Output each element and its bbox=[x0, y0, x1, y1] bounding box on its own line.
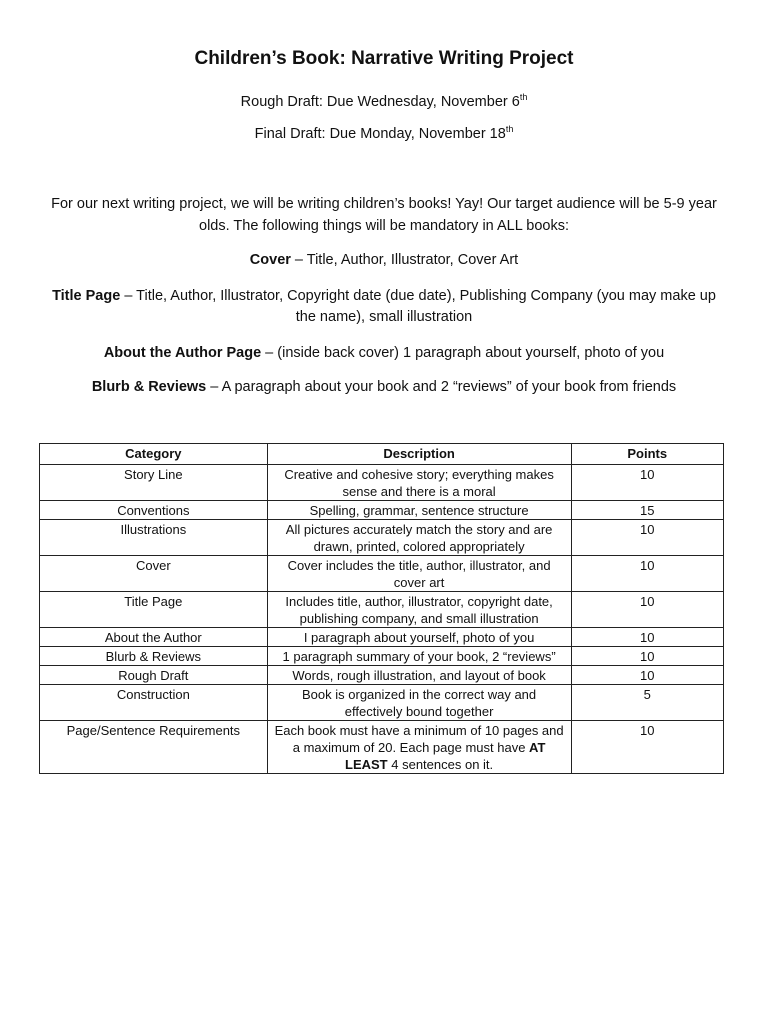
requirement-text: – A paragraph about your book and 2 “reviews” of your book from friends bbox=[206, 379, 677, 395]
requirement-text: – (inside back cover) 1 paragraph about yourself, photo of you bbox=[261, 345, 665, 361]
rubric-table bbox=[39, 443, 724, 774]
table-row bbox=[40, 647, 724, 666]
row-description: Book is organized in the correct way and effectively bound together bbox=[267, 685, 571, 721]
row-points: 15 bbox=[571, 501, 723, 520]
table-row bbox=[40, 556, 724, 592]
final-draft-due bbox=[0, 124, 768, 142]
requirement-label: About the Author Page bbox=[103, 345, 262, 361]
row-description: Includes title, author, illustrator, copyright date, publishing company, and small illustration bbox=[267, 592, 571, 628]
row-points: 10 bbox=[571, 647, 723, 666]
rough-draft-due bbox=[0, 92, 768, 110]
row-description: Creative and cohesive story; everything makes sense and there is a moral bbox=[267, 465, 571, 501]
row-points: 5 bbox=[571, 685, 723, 721]
requirement-blurb-reviews bbox=[40, 377, 728, 398]
row-points: 10 bbox=[571, 666, 723, 685]
header-description: Description bbox=[267, 444, 571, 465]
row-category: Rough Draft bbox=[40, 666, 268, 685]
table-row bbox=[40, 721, 724, 774]
row-category: About the Author bbox=[40, 628, 268, 647]
final-draft-text: Final Draft: Due Monday, November 18 bbox=[254, 125, 506, 142]
table-row bbox=[40, 465, 724, 501]
intro-paragraph: For our next writing project, we will be writing children’s books! Yay! Our target audience will be 5-9 year olds. The following things will be mandatory in ALL books: bbox=[51, 196, 717, 234]
table-row bbox=[40, 501, 724, 520]
table-row bbox=[40, 685, 724, 721]
page-title: Children’s Book: Narrative Writing Project bbox=[194, 48, 574, 69]
row-description: Spelling, grammar, sentence structure bbox=[267, 501, 571, 520]
row-category: Page/Sentence Requirements bbox=[40, 721, 268, 774]
table-row bbox=[40, 592, 724, 628]
row-category: Conventions bbox=[40, 501, 268, 520]
requirement-label: Blurb & Reviews bbox=[91, 379, 207, 395]
table-row bbox=[40, 628, 724, 647]
header-category: Category bbox=[40, 444, 268, 465]
row-points: 10 bbox=[571, 556, 723, 592]
requirement-about-author bbox=[40, 343, 728, 364]
row-points: 10 bbox=[571, 520, 723, 556]
row-category: Title Page bbox=[40, 592, 268, 628]
requirement-title-page bbox=[40, 286, 728, 328]
requirement-text: – Title, Author, Illustrator, Copyright date (due date), Publishing Company (you may make up the name), small illustration bbox=[120, 288, 716, 325]
description-part: 4 sentences on it. bbox=[387, 757, 494, 772]
requirement-label: Cover bbox=[249, 252, 291, 268]
row-points: 10 bbox=[571, 465, 723, 501]
final-draft-ordinal: th bbox=[505, 124, 514, 134]
row-points: 10 bbox=[571, 628, 723, 647]
requirement-cover bbox=[40, 250, 728, 271]
row-description: Cover includes the title, author, illustrator, and cover art bbox=[267, 556, 571, 592]
requirement-text: – Title, Author, Illustrator, Cover Art bbox=[290, 252, 519, 268]
rough-draft-text: Rough Draft: Due Wednesday, November 6 bbox=[240, 93, 520, 110]
table-row bbox=[40, 520, 724, 556]
row-category: Blurb & Reviews bbox=[40, 647, 268, 666]
rubric-header-row bbox=[40, 444, 724, 465]
row-points: 10 bbox=[571, 592, 723, 628]
row-description: I paragraph about yourself, photo of you bbox=[267, 628, 571, 647]
row-category: Illustrations bbox=[40, 520, 268, 556]
row-description: Words, rough illustration, and layout of book bbox=[267, 666, 571, 685]
row-points: 10 bbox=[571, 721, 723, 774]
row-category: Construction bbox=[40, 685, 268, 721]
table-row bbox=[40, 666, 724, 685]
header-points: Points bbox=[571, 444, 723, 465]
row-category: Cover bbox=[40, 556, 268, 592]
row-description: All pictures accurately match the story and are drawn, printed, colored appropriately bbox=[267, 520, 571, 556]
requirement-label: Title Page bbox=[52, 288, 121, 304]
row-description bbox=[267, 721, 571, 774]
rough-draft-ordinal: th bbox=[519, 92, 528, 102]
description-emphasis: AT LEAST bbox=[345, 740, 546, 772]
row-category: Story Line bbox=[40, 465, 268, 501]
description-part: Each book must have a minimum of 10 pages and a maximum of 20. Each page must have bbox=[274, 723, 564, 755]
row-description: 1 paragraph summary of your book, 2 “reviews” bbox=[267, 647, 571, 666]
